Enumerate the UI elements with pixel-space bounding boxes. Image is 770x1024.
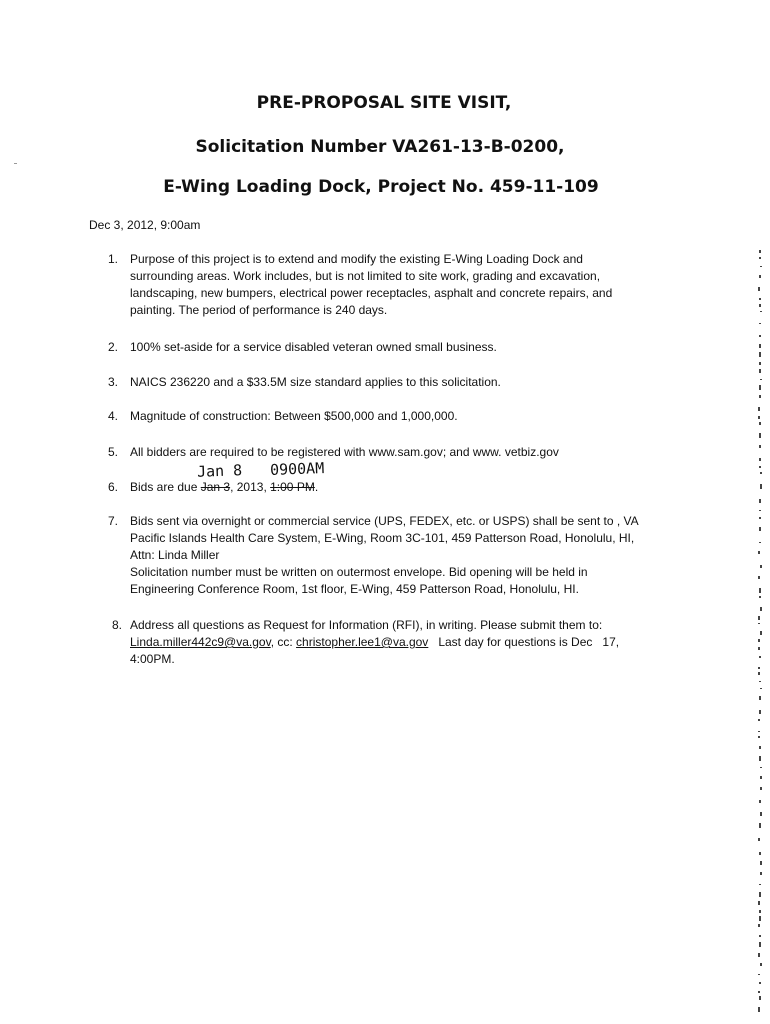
title-line-2: Solicitation Number VA261-13-B-0200, [195, 137, 565, 157]
scan-speck [758, 616, 760, 620]
item-number: 2. [108, 340, 119, 354]
item-number: 4. [108, 409, 119, 423]
item-text-line: Purpose of this project is to extend and modify the existing E-Wing Loading Dock and [130, 252, 583, 266]
item-text-line: 4:00PM. [130, 652, 175, 666]
scan-speck [758, 416, 760, 419]
item-number: 1. [108, 252, 119, 266]
scan-speck [760, 631, 762, 635]
scan-speck [758, 287, 760, 291]
scan-speck [759, 823, 761, 828]
scan-speck [759, 800, 761, 803]
scan-speck [759, 996, 761, 1000]
scan-speck [759, 257, 761, 259]
item-number: 6. [108, 480, 119, 494]
scan-speck [759, 681, 761, 682]
email-link-christopher[interactable]: christopher.lee1@va.gov [296, 635, 429, 649]
scan-speck [758, 667, 760, 669]
scan-speck [758, 736, 760, 738]
item-number: 3. [108, 375, 119, 389]
bids-due-year: , 2013, [230, 480, 271, 494]
scan-speck [759, 422, 761, 425]
scan-speck [759, 884, 761, 885]
scan-speck [759, 362, 761, 365]
scan-speck [758, 838, 760, 841]
item-text-line: Solicitation number must be written on outermost envelope. Bid opening will be held in [130, 565, 588, 579]
item-number: 5. [108, 445, 119, 459]
scan-speck [759, 982, 761, 984]
scan-speck [759, 323, 761, 324]
scan-speck [758, 719, 760, 721]
scan-speck [758, 731, 760, 732]
scan-speck [759, 696, 761, 700]
scan-speck [758, 924, 760, 927]
deadline-text: Last day for questions is Dec 17, [428, 635, 620, 649]
scan-speck [760, 861, 762, 865]
scan-speck [759, 298, 761, 300]
scan-speck [760, 688, 762, 689]
scan-speck [759, 746, 761, 749]
scan-speck [759, 588, 761, 593]
bids-due-prefix: Bids are due [130, 480, 198, 494]
scan-speck [759, 250, 761, 253]
scan-speck [760, 565, 762, 568]
title-line-1: PRE-PROPOSAL SITE VISIT, [256, 93, 512, 113]
scan-speck [759, 916, 761, 921]
scan-speck [758, 647, 760, 650]
scan-speck [759, 445, 761, 448]
scan-speck [760, 812, 762, 816]
scan-speck [760, 472, 762, 474]
scan-edge-artifact [758, 240, 762, 1020]
struck-date: Jan 3 [200, 480, 231, 494]
scan-mark [14, 163, 17, 164]
scan-speck [758, 672, 760, 675]
scan-speck [759, 910, 761, 913]
scan-speck [759, 710, 761, 714]
scan-speck [758, 623, 760, 624]
scan-speck [759, 335, 761, 337]
scan-speck [759, 542, 761, 543]
scan-speck [758, 974, 760, 975]
scan-speck [759, 433, 761, 438]
handwritten-time: 0900AM [269, 459, 325, 479]
scan-speck [759, 369, 761, 373]
scan-speck [759, 395, 761, 398]
item-number: 8. [112, 618, 123, 632]
scan-speck [759, 942, 761, 947]
item-text-line: surrounding areas. Work includes, but is not limited to site work, grading and excavation, [130, 269, 601, 283]
scan-speck [759, 344, 761, 348]
scan-speck [759, 756, 761, 761]
scan-speck [759, 304, 761, 307]
scan-speck [759, 466, 761, 468]
scan-speck [759, 527, 761, 531]
scan-speck [758, 576, 760, 579]
item-text-line: NAICS 236220 and a $33.5M size standard applies to this solicitation. [130, 375, 501, 389]
item-text-line: All bidders are required to be registered with www.sam.gov; and www. vetbiz.gov [130, 445, 559, 459]
scan-speck [760, 963, 762, 966]
scan-speck [760, 379, 762, 380]
scan-speck [758, 407, 760, 411]
title-line-3: E-Wing Loading Dock, Project No. 459-11-109 [163, 177, 599, 197]
item-number: 7. [108, 514, 119, 528]
scan-speck [759, 596, 761, 598]
item-text-line: Address all questions as Request for Information (RFI), in writing. Please submit them to: [130, 618, 603, 632]
scan-speck [759, 517, 761, 519]
scan-speck [759, 499, 761, 503]
scan-speck [759, 935, 761, 937]
scan-speck [760, 787, 762, 790]
scan-speck [760, 311, 762, 312]
scan-speck [759, 352, 761, 357]
item-text-line: Bids sent via overnight or commercial service (UPS, FEDEX, etc. or USPS) shall be sent to , VA [130, 514, 639, 528]
scan-speck [758, 901, 760, 905]
item-text-line: Pacific Islands Health Care System, E-Wing, Room 3C-101, 459 Patterson Road, Honolulu, HI, [130, 531, 635, 545]
scan-speck [760, 607, 762, 611]
scan-speck [758, 1007, 760, 1012]
item-text-line: landscaping, new bumpers, electrical power receptacles, asphalt and concrete repairs, and [130, 286, 613, 300]
scan-speck [760, 266, 762, 267]
scan-speck [758, 639, 760, 642]
scan-speck [759, 458, 761, 461]
item-text-line: Magnitude of construction: Between $500,000 and 1,000,000. [130, 409, 458, 423]
scan-speck [760, 767, 762, 768]
struck-time: 1:00 PM [270, 480, 315, 494]
scan-speck [758, 991, 760, 993]
item-text-line: 100% set-aside for a service disabled veteran owned small business. [130, 340, 497, 354]
scan-speck [760, 776, 762, 779]
handwritten-date: Jan 8 [196, 461, 243, 481]
scan-speck [758, 953, 760, 957]
item-text-line: Attn: Linda Miller [130, 548, 220, 562]
email-link-linda[interactable]: Linda.miller442c9@va.gov [130, 635, 271, 649]
scan-speck [759, 656, 761, 658]
date-line: Dec 3, 2012, 9:00am [89, 218, 201, 232]
cc-label: , cc: [270, 635, 297, 649]
bids-due-suffix: . [314, 480, 319, 494]
scan-speck [760, 484, 762, 489]
scan-speck [759, 510, 761, 511]
item-text-line: Engineering Conference Room, 1st floor, E-Wing, 459 Patterson Road, Honolulu, HI. [130, 582, 579, 596]
scan-speck [759, 385, 761, 390]
item-text-line: painting. The period of performance is 240 days. [130, 303, 388, 317]
scan-speck [760, 872, 762, 875]
scan-speck [759, 892, 761, 897]
scan-speck [758, 551, 760, 554]
scan-speck [759, 852, 761, 855]
scan-speck [759, 275, 761, 278]
